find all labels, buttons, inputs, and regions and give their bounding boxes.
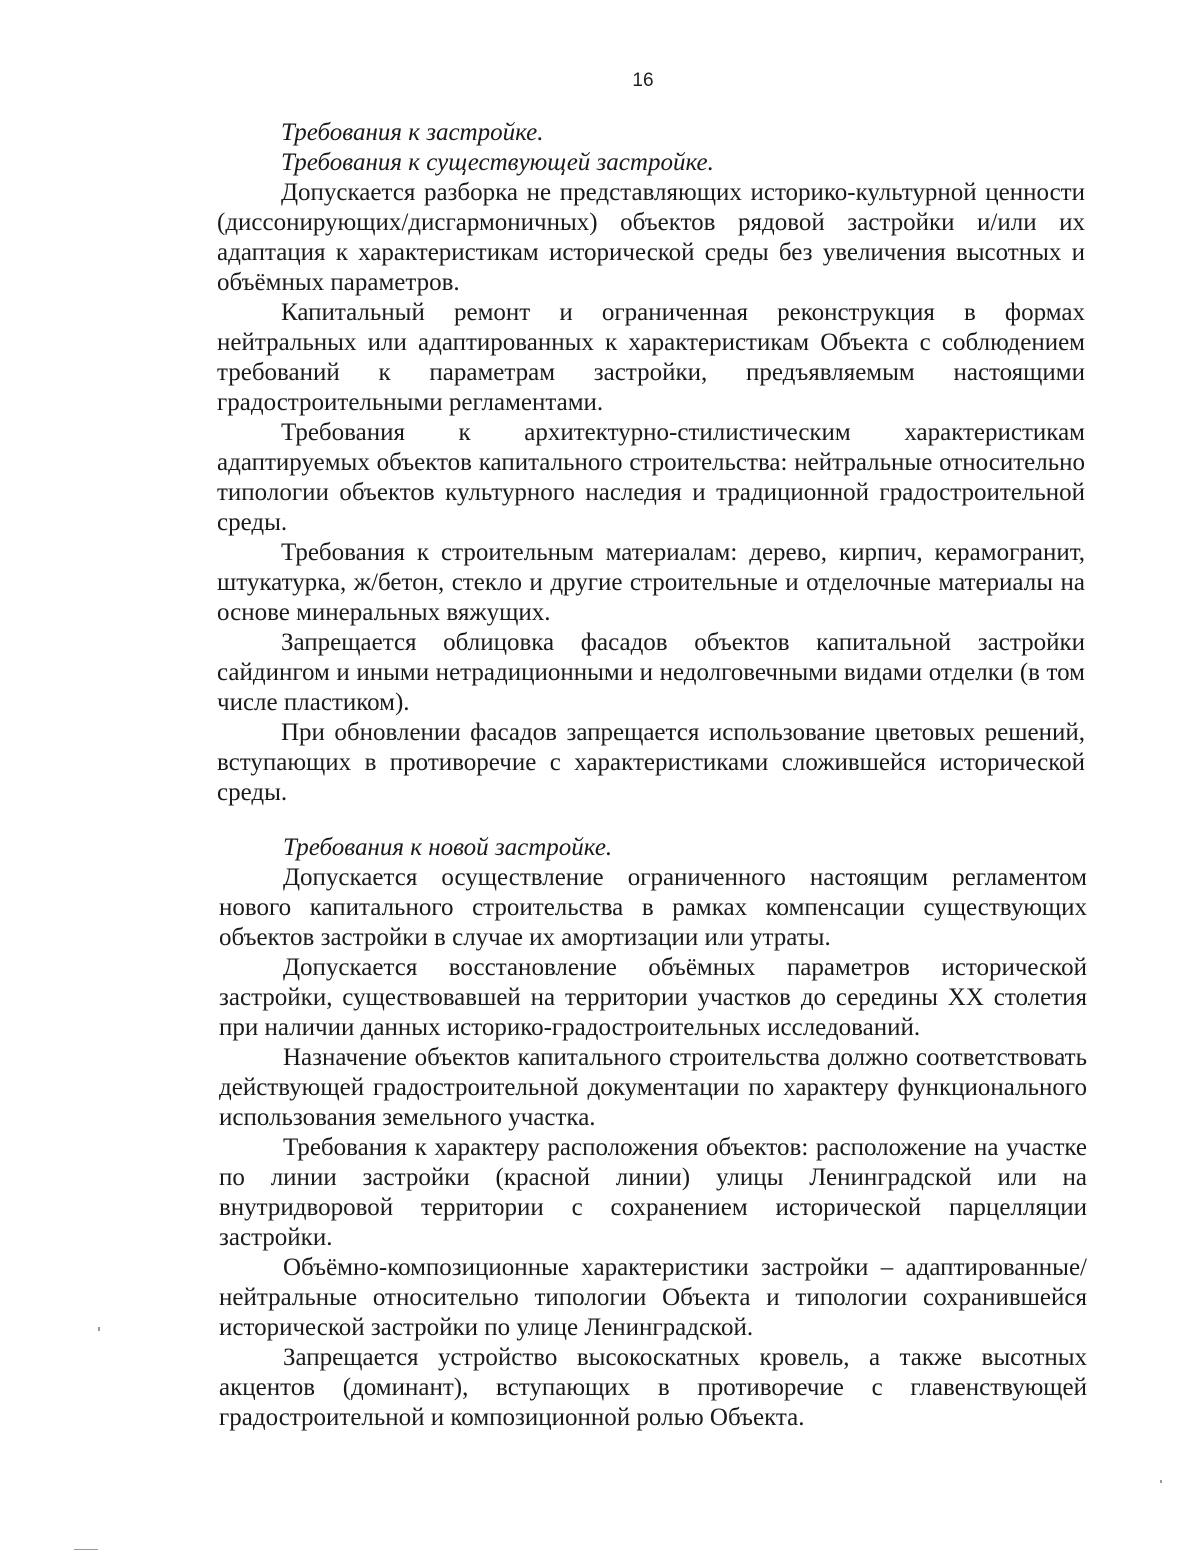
section-heading-main: Требования к застройке. <box>281 119 544 146</box>
paragraph: Капитальный ремонт и ограниченная реконструкция в формах нейтральных или адаптированных к характеристикам Объекта с соблюдением требований к параметрам застройки, предъявляемым настоящими градостроительными регламентами. <box>217 299 1085 416</box>
paragraph: Запрещается облицовка фасадов объектов капитальной застройки сайдингом и иными нетрадиционными и недолговечными видами отделки (в том числе пластиком). <box>217 629 1085 716</box>
paragraph: Допускается разборка не представляющих историко-культурной ценности (диссонирующих/дисгармоничных) объектов рядовой застройки и/или их адаптация к характеристикам исторической среды без увеличения высотных и объёмных параметров. <box>217 179 1085 296</box>
paragraph: Требования к характеру расположения объектов: расположение на участке по линии застройки (красной линии) улицы Ленинградской или на внутридворовой территории с сохранением исторической парцелляции застройки. <box>219 1134 1087 1251</box>
page-number: 16 <box>632 70 654 91</box>
paragraph: Допускается восстановление объёмных параметров исторической застройки, существовавшей на территории участков до середины XX столетия при наличии данных историко-градостроительных исследований. <box>219 954 1087 1041</box>
scan-artifact-mark <box>74 1549 98 1550</box>
scan-artifact-mark <box>98 1327 100 1331</box>
paragraph: Назначение объектов капитального строительства должно соответствовать действующей градостроительной документации по характеру функционального использования земельного участка. <box>219 1044 1087 1131</box>
section-heading-new: Требования к новой застройке. <box>283 834 613 861</box>
scan-artifact-mark <box>1160 1480 1162 1483</box>
section-heading-existing: Требования к существующей застройке. <box>281 149 714 176</box>
paragraph: Объёмно-композиционные характеристики застройки – адаптированные/нейтральные относительно типологии Объекта и типологии сохранившейся исторической застройки по улице Ленинградской. <box>219 1254 1087 1341</box>
paragraph: Допускается осуществление ограниченного настоящим регламентом нового капитального строительства в рамках компенсации существующих объектов застройки в случае их амортизации или утраты. <box>219 864 1087 951</box>
new-buildings-section <box>219 833 1087 1433</box>
paragraph: Требования к архитектурно-стилистическим характеристикам адаптируемых объектов капитального строительства: нейтральные относительно типологии объектов культурного наследия и традиционной градостроительной среды. <box>217 419 1085 536</box>
paragraph: При обновлении фасадов запрещается использование цветовых решений, вступающих в противоречие с характеристиками сложившейся исторической среды. <box>217 719 1085 806</box>
paragraph: Требования к строительным материалам: дерево, кирпич, керамогранит, штукатурка, ж/бетон, стекло и другие строительные и отделочные материалы на основе минеральных вяжущих. <box>217 539 1085 626</box>
paragraph: Запрещается устройство высокоскатных кровель, а также высотных акцентов (доминант), вступающих в противоречие с главенствующей градостроительной и композиционной ролью Объекта. <box>219 1344 1087 1431</box>
existing-buildings-section <box>217 118 1085 808</box>
